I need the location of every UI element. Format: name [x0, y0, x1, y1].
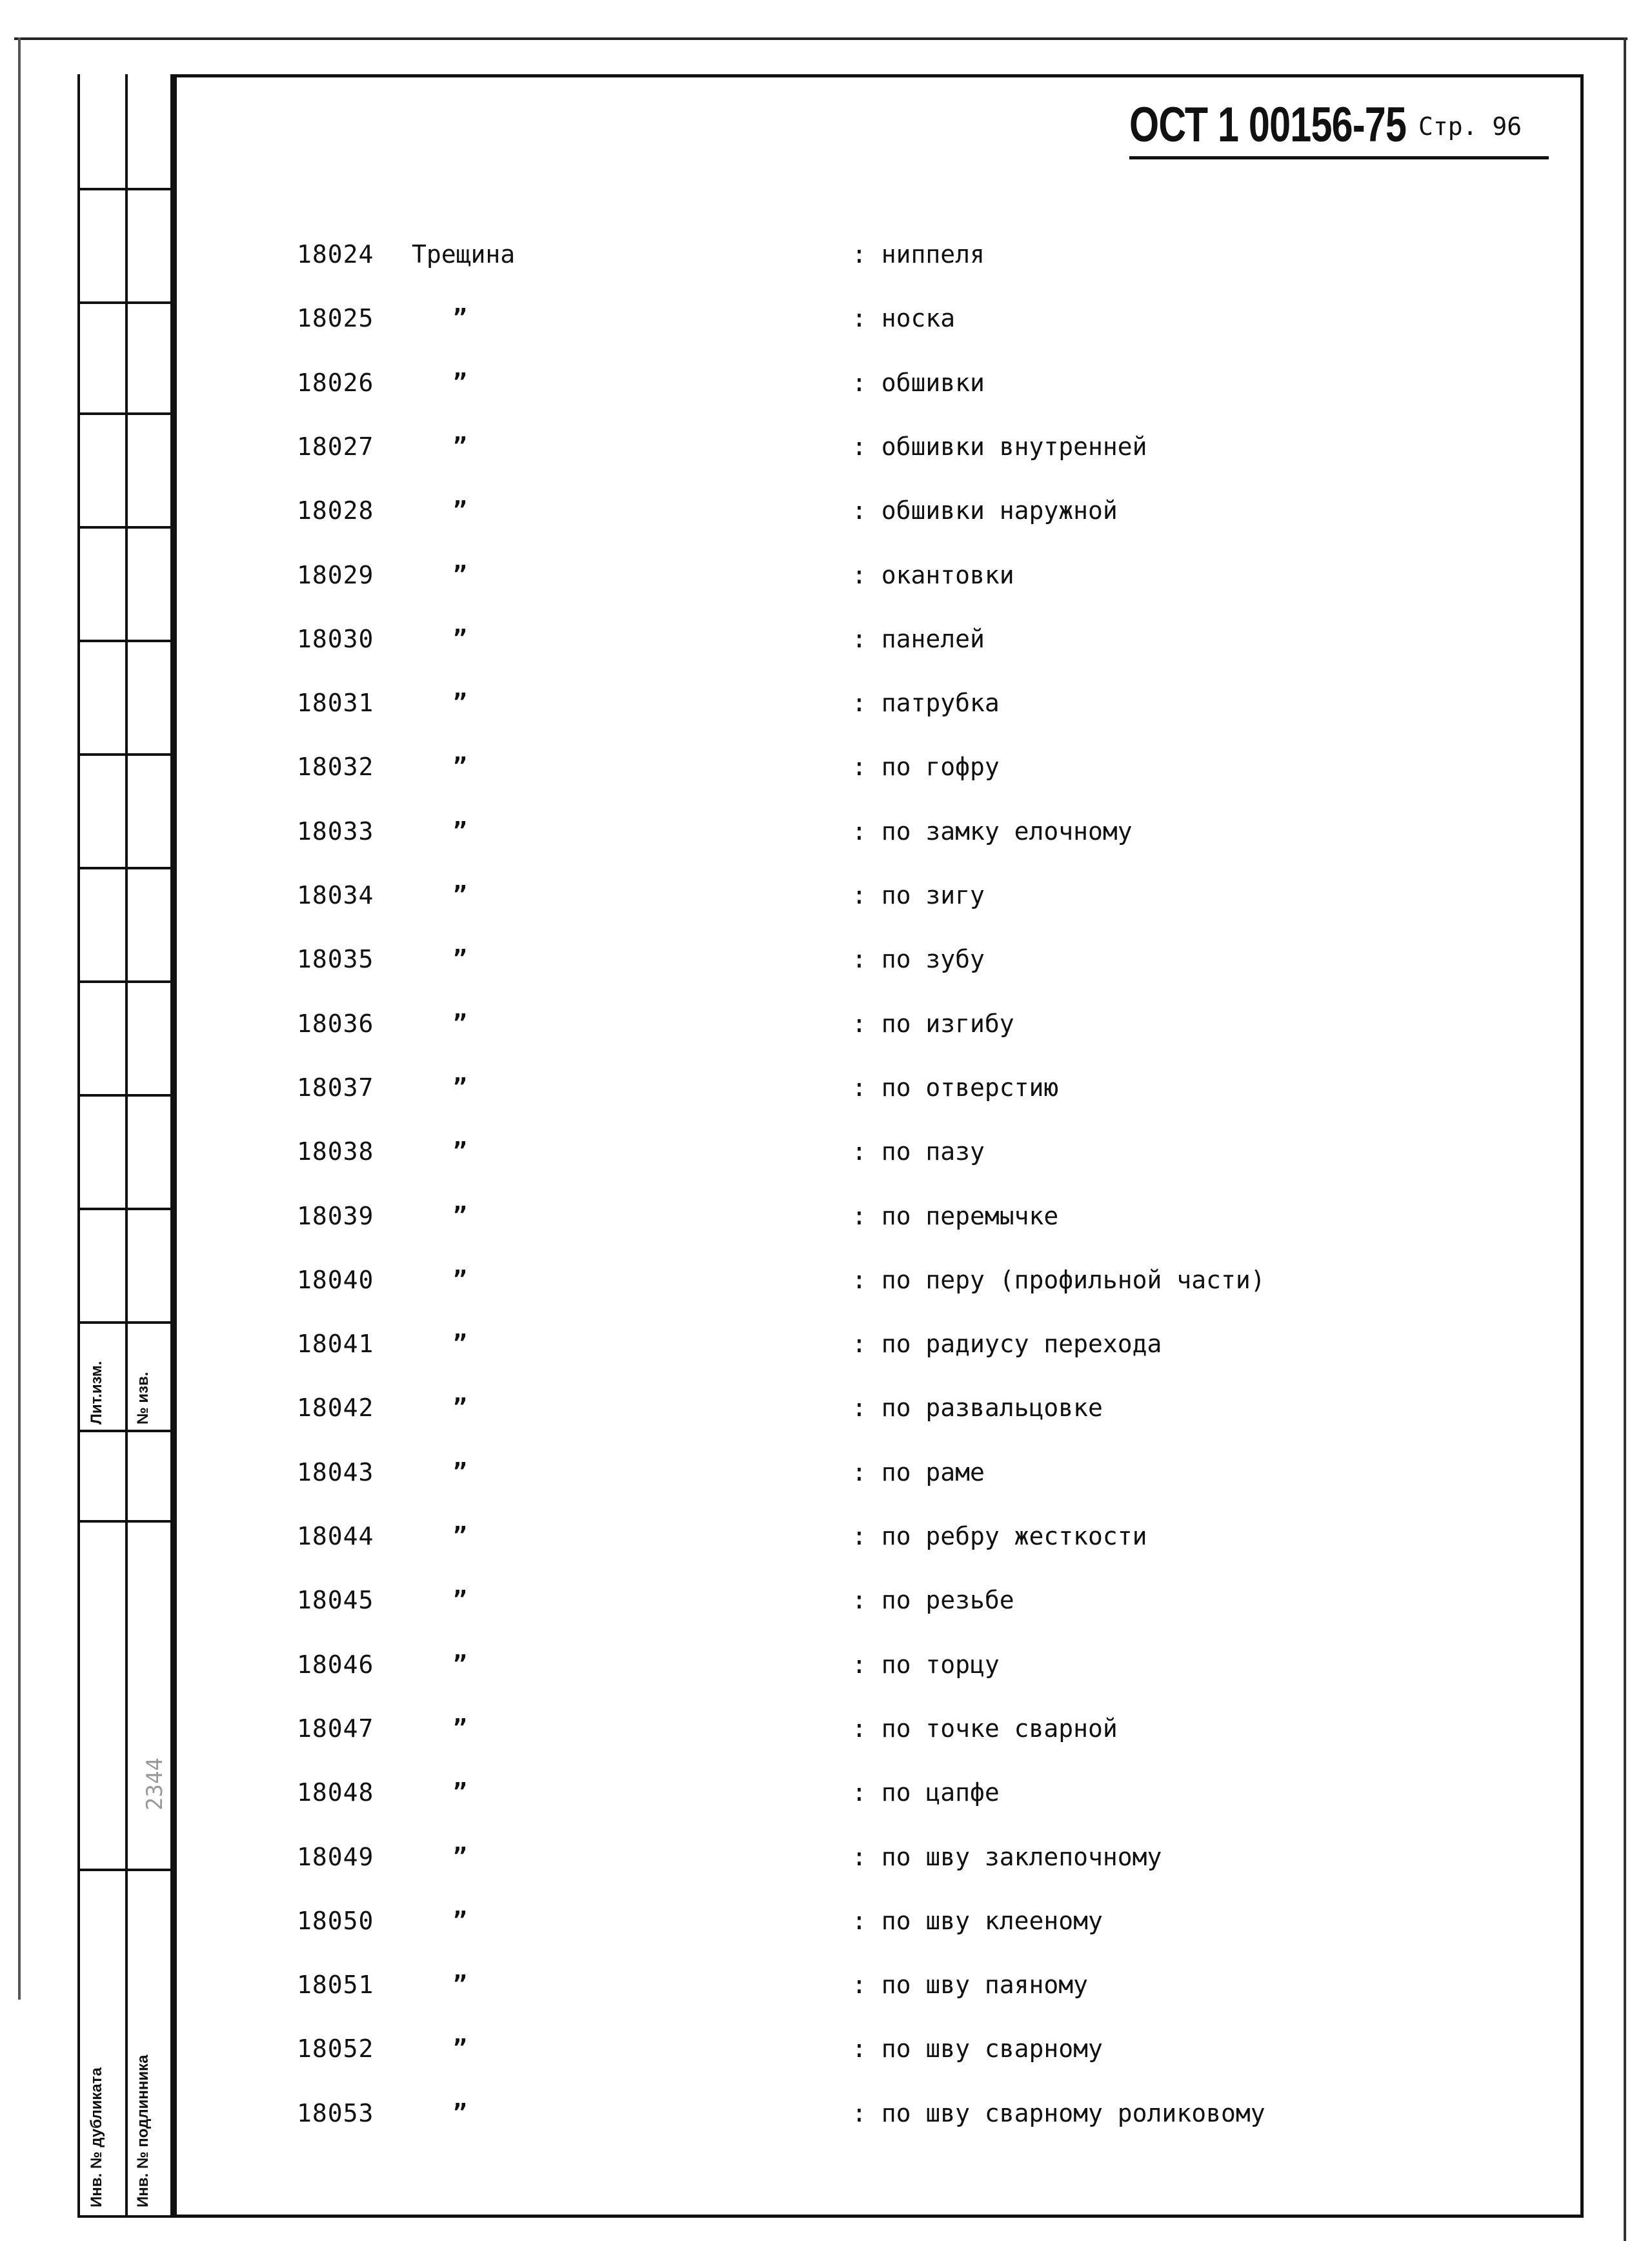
ditto-mark: ”	[453, 946, 467, 972]
entry-code: 18053	[297, 2099, 374, 2127]
entry-code: 18024	[297, 240, 374, 269]
ditto-mark: ”	[453, 1523, 467, 1549]
entry-code: 18044	[297, 1522, 374, 1550]
inventory-number: 2344	[142, 1758, 168, 1810]
entry-row	[0, 1645, 1484, 1684]
ditto-mark: ”	[453, 1202, 467, 1229]
lit-izm-label: Лит.изм.	[88, 1361, 105, 1425]
entry-row	[0, 1838, 1484, 1876]
ditto-mark: ”	[453, 753, 467, 780]
ditto-mark: ”	[453, 1394, 467, 1421]
entry-meaning: : обшивки	[852, 369, 985, 397]
entry-code: 18050	[297, 1907, 374, 1935]
ditto-mark: ”	[453, 433, 467, 460]
entry-row	[0, 1581, 1484, 1619]
entry-meaning: : по изгибу	[852, 1009, 1014, 1038]
ditto-mark: ”	[453, 1459, 467, 1485]
inv-original-label: Инв. № подлинника	[134, 2054, 152, 2207]
entry-meaning: : по шву сварному роликовому	[852, 2099, 1265, 2127]
entry-row	[0, 491, 1484, 530]
ditto-mark: ”	[453, 1971, 467, 1998]
entry-meaning: : патрубка	[852, 689, 1000, 717]
entry-row	[0, 876, 1484, 915]
ditto-mark: ”	[453, 882, 467, 908]
entry-code: 18035	[297, 945, 374, 973]
entry-row	[0, 1068, 1484, 1107]
ditto-mark: ”	[453, 562, 467, 588]
entry-row	[0, 1517, 1484, 1556]
ditto-mark: ”	[453, 1843, 467, 1870]
stamp-row-line	[77, 2215, 173, 2218]
entry-row	[0, 940, 1484, 979]
entry-row	[0, 363, 1484, 402]
entry-row	[0, 1132, 1484, 1171]
entry-meaning: : носка	[852, 304, 956, 332]
entry-meaning: : по шву заклепочному	[852, 1843, 1162, 1871]
entry-meaning: : по шву клееному	[852, 1907, 1103, 1935]
entry-code: 18052	[297, 2034, 374, 2063]
scan-edge-top	[14, 37, 1627, 40]
entry-code: 18046	[297, 1650, 374, 1679]
ditto-mark: ”	[453, 1651, 467, 1678]
ditto-mark: ”	[453, 305, 467, 331]
ditto-mark: ”	[453, 1266, 467, 1293]
entry-term: Трещина	[412, 240, 516, 269]
stamp-row-line	[77, 188, 173, 190]
entry-row	[0, 1965, 1484, 2004]
entry-meaning: : по точке сварной	[852, 1714, 1118, 1743]
entry-row	[0, 299, 1484, 338]
entry-code: 18029	[297, 561, 374, 589]
stamp-row-line	[77, 412, 173, 415]
entry-code: 18042	[297, 1394, 374, 1422]
ditto-mark: ”	[453, 1138, 467, 1164]
entry-meaning: : по резьбе	[852, 1586, 1014, 1614]
entry-code: 18038	[297, 1137, 374, 1166]
entry-meaning: : обшивки наружной	[852, 496, 1118, 525]
entry-meaning: : по перу (профильной части)	[852, 1266, 1265, 1294]
entry-code: 18041	[297, 1330, 374, 1358]
entry-meaning: : по раме	[852, 1458, 985, 1486]
entry-row	[0, 2029, 1484, 2068]
entry-code: 18040	[297, 1266, 374, 1294]
entry-meaning: : обшивки внутренней	[852, 432, 1147, 461]
entry-meaning: : по гофру	[852, 753, 1000, 781]
entry-row	[0, 2094, 1484, 2133]
ditto-mark: ”	[453, 2100, 467, 2126]
page-header	[1129, 97, 1549, 159]
entry-code: 18027	[297, 432, 374, 461]
entry-row	[0, 427, 1484, 466]
ditto-mark: ”	[453, 818, 467, 844]
entry-meaning: : по развальцовке	[852, 1394, 1103, 1422]
entry-code: 18028	[297, 496, 374, 525]
entry-row	[0, 747, 1484, 786]
entry-code: 18043	[297, 1458, 374, 1486]
entry-code: 18032	[297, 753, 374, 781]
entry-row	[0, 235, 1484, 274]
entry-code: 18036	[297, 1009, 374, 1038]
entry-row	[0, 1709, 1484, 1748]
stamp-row-line	[77, 867, 173, 869]
entry-code: 18047	[297, 1714, 374, 1743]
entry-code: 18031	[297, 689, 374, 717]
entry-meaning: : по шву паяному	[852, 1971, 1089, 1999]
standard-code: ОСТ 1 00156-75	[1129, 97, 1407, 152]
inv-duplicate-label: Инв. № дубликата	[88, 2067, 105, 2207]
entry-meaning: : ниппеля	[852, 240, 985, 269]
entry-code: 18034	[297, 881, 374, 909]
entry-row	[0, 556, 1484, 594]
ditto-mark: ”	[453, 2035, 467, 2062]
ditto-mark: ”	[453, 1779, 467, 1805]
entry-row	[0, 1197, 1484, 1235]
page-number: Стр. 96	[1418, 112, 1522, 141]
stamp-row-line	[77, 1430, 173, 1432]
entry-meaning: : окантовки	[852, 561, 1014, 589]
ditto-mark: ”	[453, 689, 467, 716]
ditto-mark: ”	[453, 1010, 467, 1037]
ditto-mark: ”	[453, 1330, 467, 1357]
entry-meaning: : по шву сварному	[852, 2034, 1103, 2063]
ditto-mark: ”	[453, 625, 467, 652]
stamp-row-line	[77, 1321, 173, 1324]
entry-meaning: : по цапфе	[852, 1778, 1000, 1807]
entry-meaning: : по радиусу перехода	[852, 1330, 1162, 1358]
entry-row	[0, 812, 1484, 851]
entry-row	[0, 684, 1484, 722]
entry-code: 18037	[297, 1073, 374, 1102]
entry-code: 18048	[297, 1778, 374, 1807]
entry-row	[0, 620, 1484, 658]
entry-meaning: : по перемычке	[852, 1202, 1059, 1230]
entry-meaning: : по замку елочному	[852, 817, 1133, 846]
entry-row	[0, 1901, 1484, 1940]
stamp-row-line	[77, 980, 173, 983]
entry-code: 18051	[297, 1971, 374, 1999]
entry-code: 18045	[297, 1586, 374, 1614]
entry-meaning: : по отверстию	[852, 1073, 1059, 1102]
entry-row	[0, 1773, 1484, 1812]
entry-meaning: : по зубу	[852, 945, 985, 973]
entry-code: 18030	[297, 625, 374, 653]
entry-meaning: : по ребру жесткости	[852, 1522, 1147, 1550]
entry-meaning: : по пазу	[852, 1137, 985, 1166]
ditto-mark: ”	[453, 1074, 467, 1100]
scan-edge-right	[1624, 37, 1626, 2241]
ditto-mark: ”	[453, 1587, 467, 1613]
ditto-mark: ”	[453, 369, 467, 396]
ditto-mark: ”	[453, 1715, 467, 1741]
entry-code: 18033	[297, 817, 374, 846]
entry-row	[0, 1261, 1484, 1299]
no-izv-label: № изв.	[134, 1372, 152, 1425]
entry-meaning: : по зигу	[852, 881, 985, 909]
entry-code: 18039	[297, 1202, 374, 1230]
entry-row	[0, 1453, 1484, 1492]
entry-row	[0, 1004, 1484, 1043]
entry-row	[0, 1324, 1484, 1363]
ditto-mark: ”	[453, 497, 467, 523]
entry-row	[0, 1388, 1484, 1427]
entry-code: 18049	[297, 1843, 374, 1871]
entry-code: 18026	[297, 369, 374, 397]
entry-meaning: : панелей	[852, 625, 985, 653]
ditto-mark: ”	[453, 1907, 467, 1934]
entry-code: 18025	[297, 304, 374, 332]
entry-meaning: : по торцу	[852, 1650, 1000, 1679]
